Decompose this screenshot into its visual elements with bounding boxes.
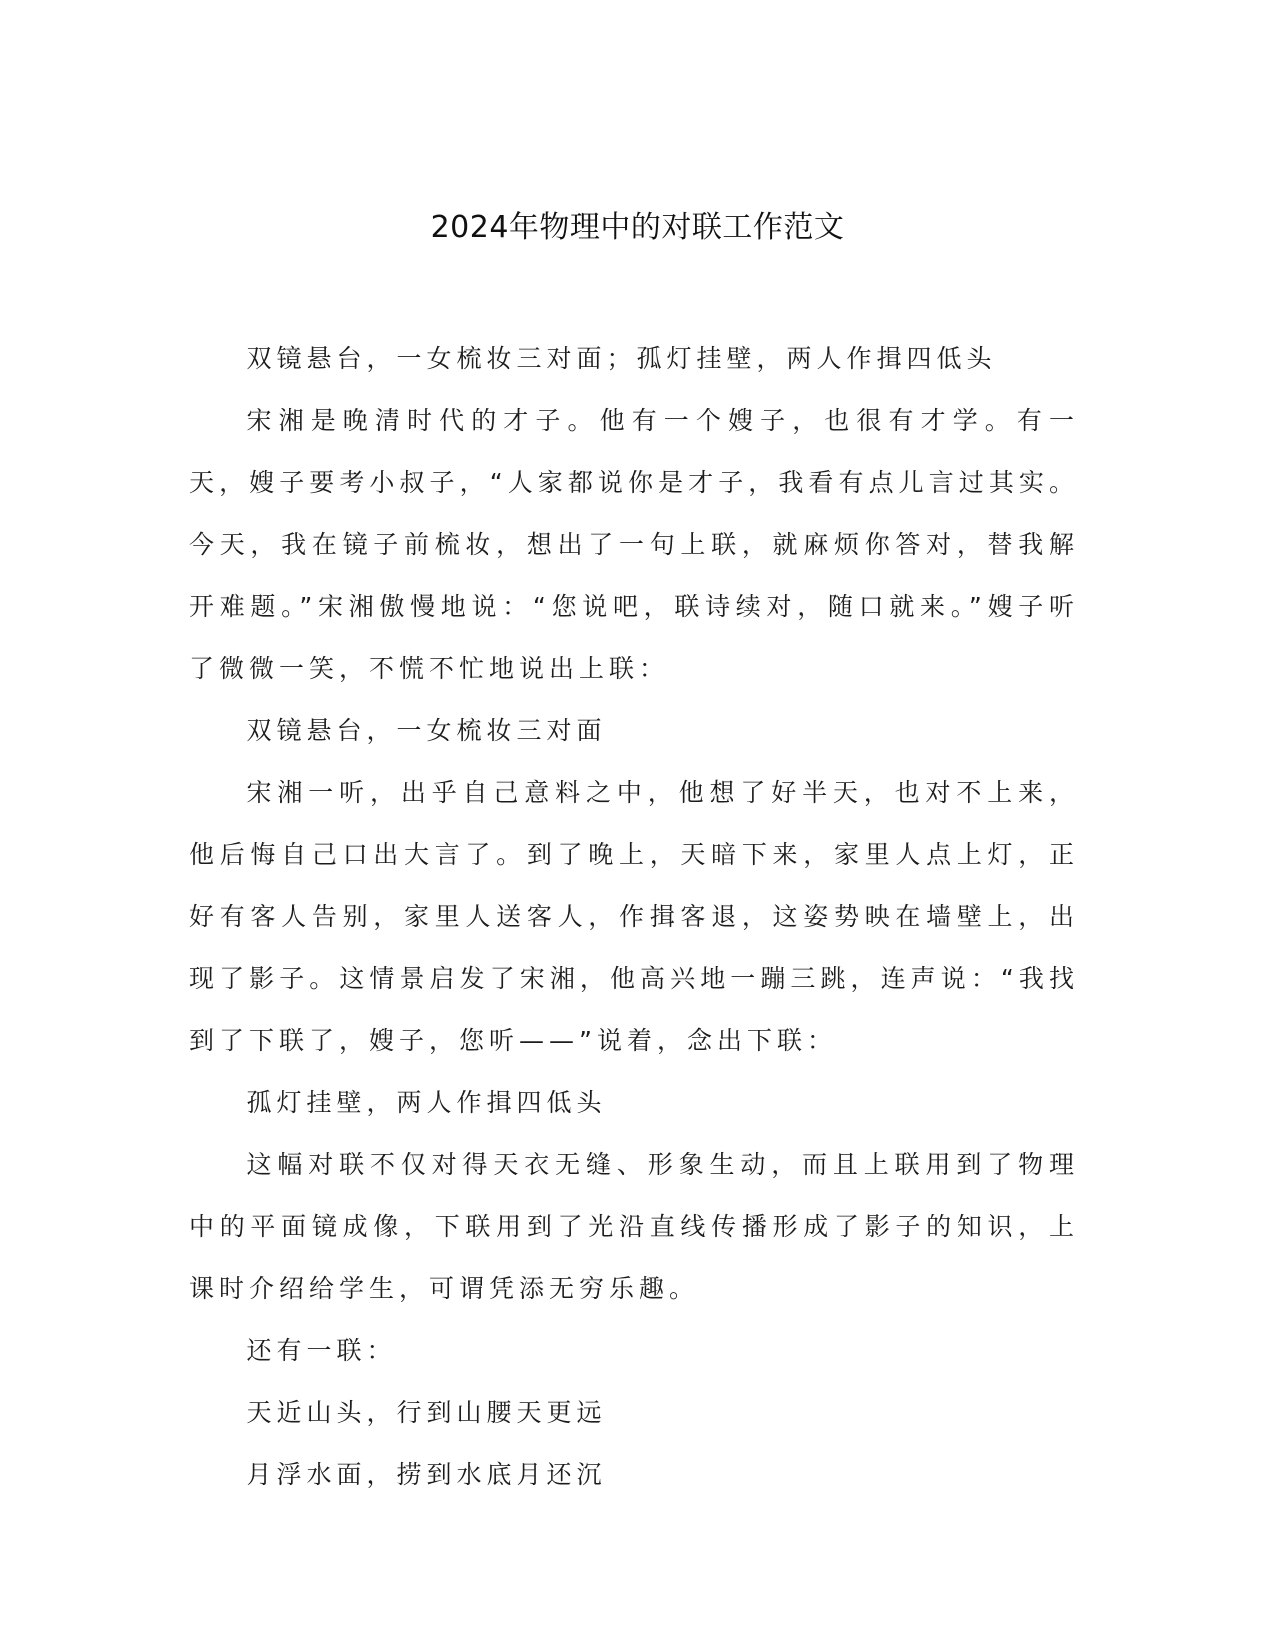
paragraph-couplet-upper: 天近山头，行到山腰天更远 xyxy=(246,1398,607,1427)
paragraph-couplet-lower: 月浮水面，捞到水底月还沉 xyxy=(246,1460,607,1489)
paragraph-first-line: 双镜悬台，一女梳妆三对面 xyxy=(246,716,607,745)
document-body xyxy=(189,328,1079,1506)
paragraph-physics-explanation: 这幅对联不仅对得天衣无缝、形象生动，而且上联用到了物理中的平面镜成像，下联用到了光沿直线传播形成了影子的知识，上课时介绍给学生，可谓凭添无穷乐趣。 xyxy=(189,1150,1079,1303)
paragraph-story-intro: 宋湘是晚清时代的才子。他有一个嫂子，也很有才学。有一天，嫂子要考小叔子，“人家都说你是才子，我看有点儿言过其实。今天，我在镜子前梳妆，想出了一句上联，就麻烦你答对，替我解开难题。”宋湘傲慢地说：“您说吧，联诗续对，随口就来。”嫂子听了微微一笑，不慌不忙地说出上联： xyxy=(189,406,1079,683)
paragraph-couplet-summary: 双镜悬台，一女梳妆三对面；孤灯挂壁，两人作揖四低头 xyxy=(246,344,997,373)
paragraph-second-line: 孤灯挂壁，两人作揖四低头 xyxy=(246,1088,607,1117)
paragraph-another-couplet-intro: 还有一联： xyxy=(246,1336,397,1365)
paragraph-story-resolution: 宋湘一听，出乎自己意料之中，他想了好半天，也对不上来，他后悔自己口出大言了。到了晚上，天暗下来，家里人点上灯，正好有客人告别，家里人送客人，作揖客退，这姿势映在墙壁上，出现了影子。这情景启发了宋湘，他高兴地一蹦三跳，连声说：“我找到了下联了，嫂子，您听——”说着，念出下联： xyxy=(189,778,1079,1055)
document-title: 2024年物理中的对联工作范文 xyxy=(430,210,845,245)
